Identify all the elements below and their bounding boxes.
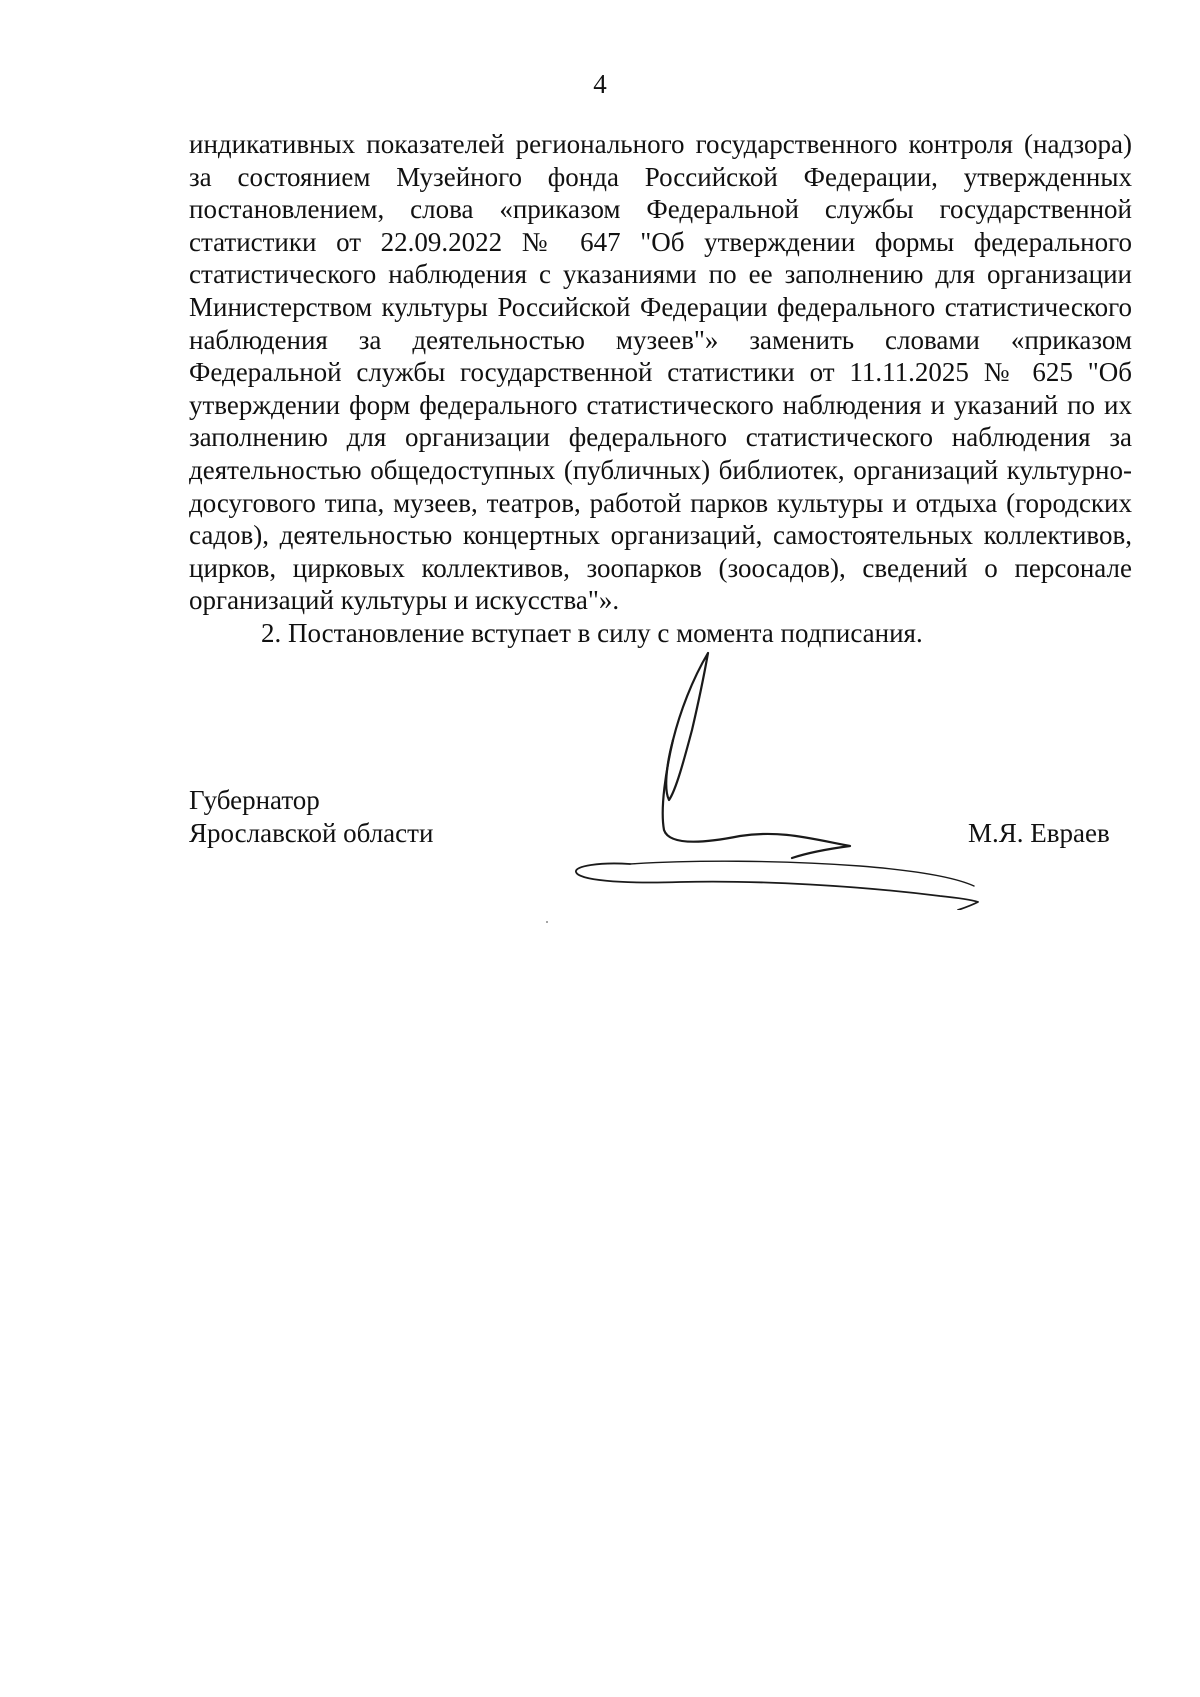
signer-name: М.Я. Евраев: [968, 818, 1110, 848]
document-body: [189, 128, 1132, 650]
signer-position-line-1: Губернатор: [189, 785, 320, 815]
paragraph-continuation: индикативных показателей регионального государственного контроля (надзора) за состоянием Музейного фонда Российской Федерации, утвержденных постановлением, слова «приказом Федеральной службы государственной статистики от 22.09.2022 № 647 "Об утверждении формы федерального статистического наблюдения с указаниями по ее заполнению для организации Министерством культуры Российской Федерации федерального статистического наблюдения за деятельностью музеев"» заменить словами «приказом Федеральной службы государственной статистики от 11.11.2025 № 625 "Об утверждении форм федерального статистического наблюдения и указаний по их заполнению для организации федерального статистического наблюдения за деятельностью общедоступных (публичных) библиотек, организаций культурно-досугового типа, музеев, театров, работой парков культуры и отдыха (городских садов), деятельностью концертных организаций, самостоятельных коллективов, цирков, цирковых коллективов, зоопарков (зоосадов), сведений о персонале организаций культуры и искусства"».: [189, 129, 1132, 616]
signer-position: [189, 784, 433, 849]
page-number: 4: [593, 69, 607, 99]
handwritten-signature: [560, 640, 1030, 910]
paragraph-clause-2: 2. Постановление вступает в силу с момента подписания.: [261, 617, 923, 648]
signer-position-line-2: Ярославской области: [189, 817, 434, 848]
scan-speck: [546, 921, 548, 923]
